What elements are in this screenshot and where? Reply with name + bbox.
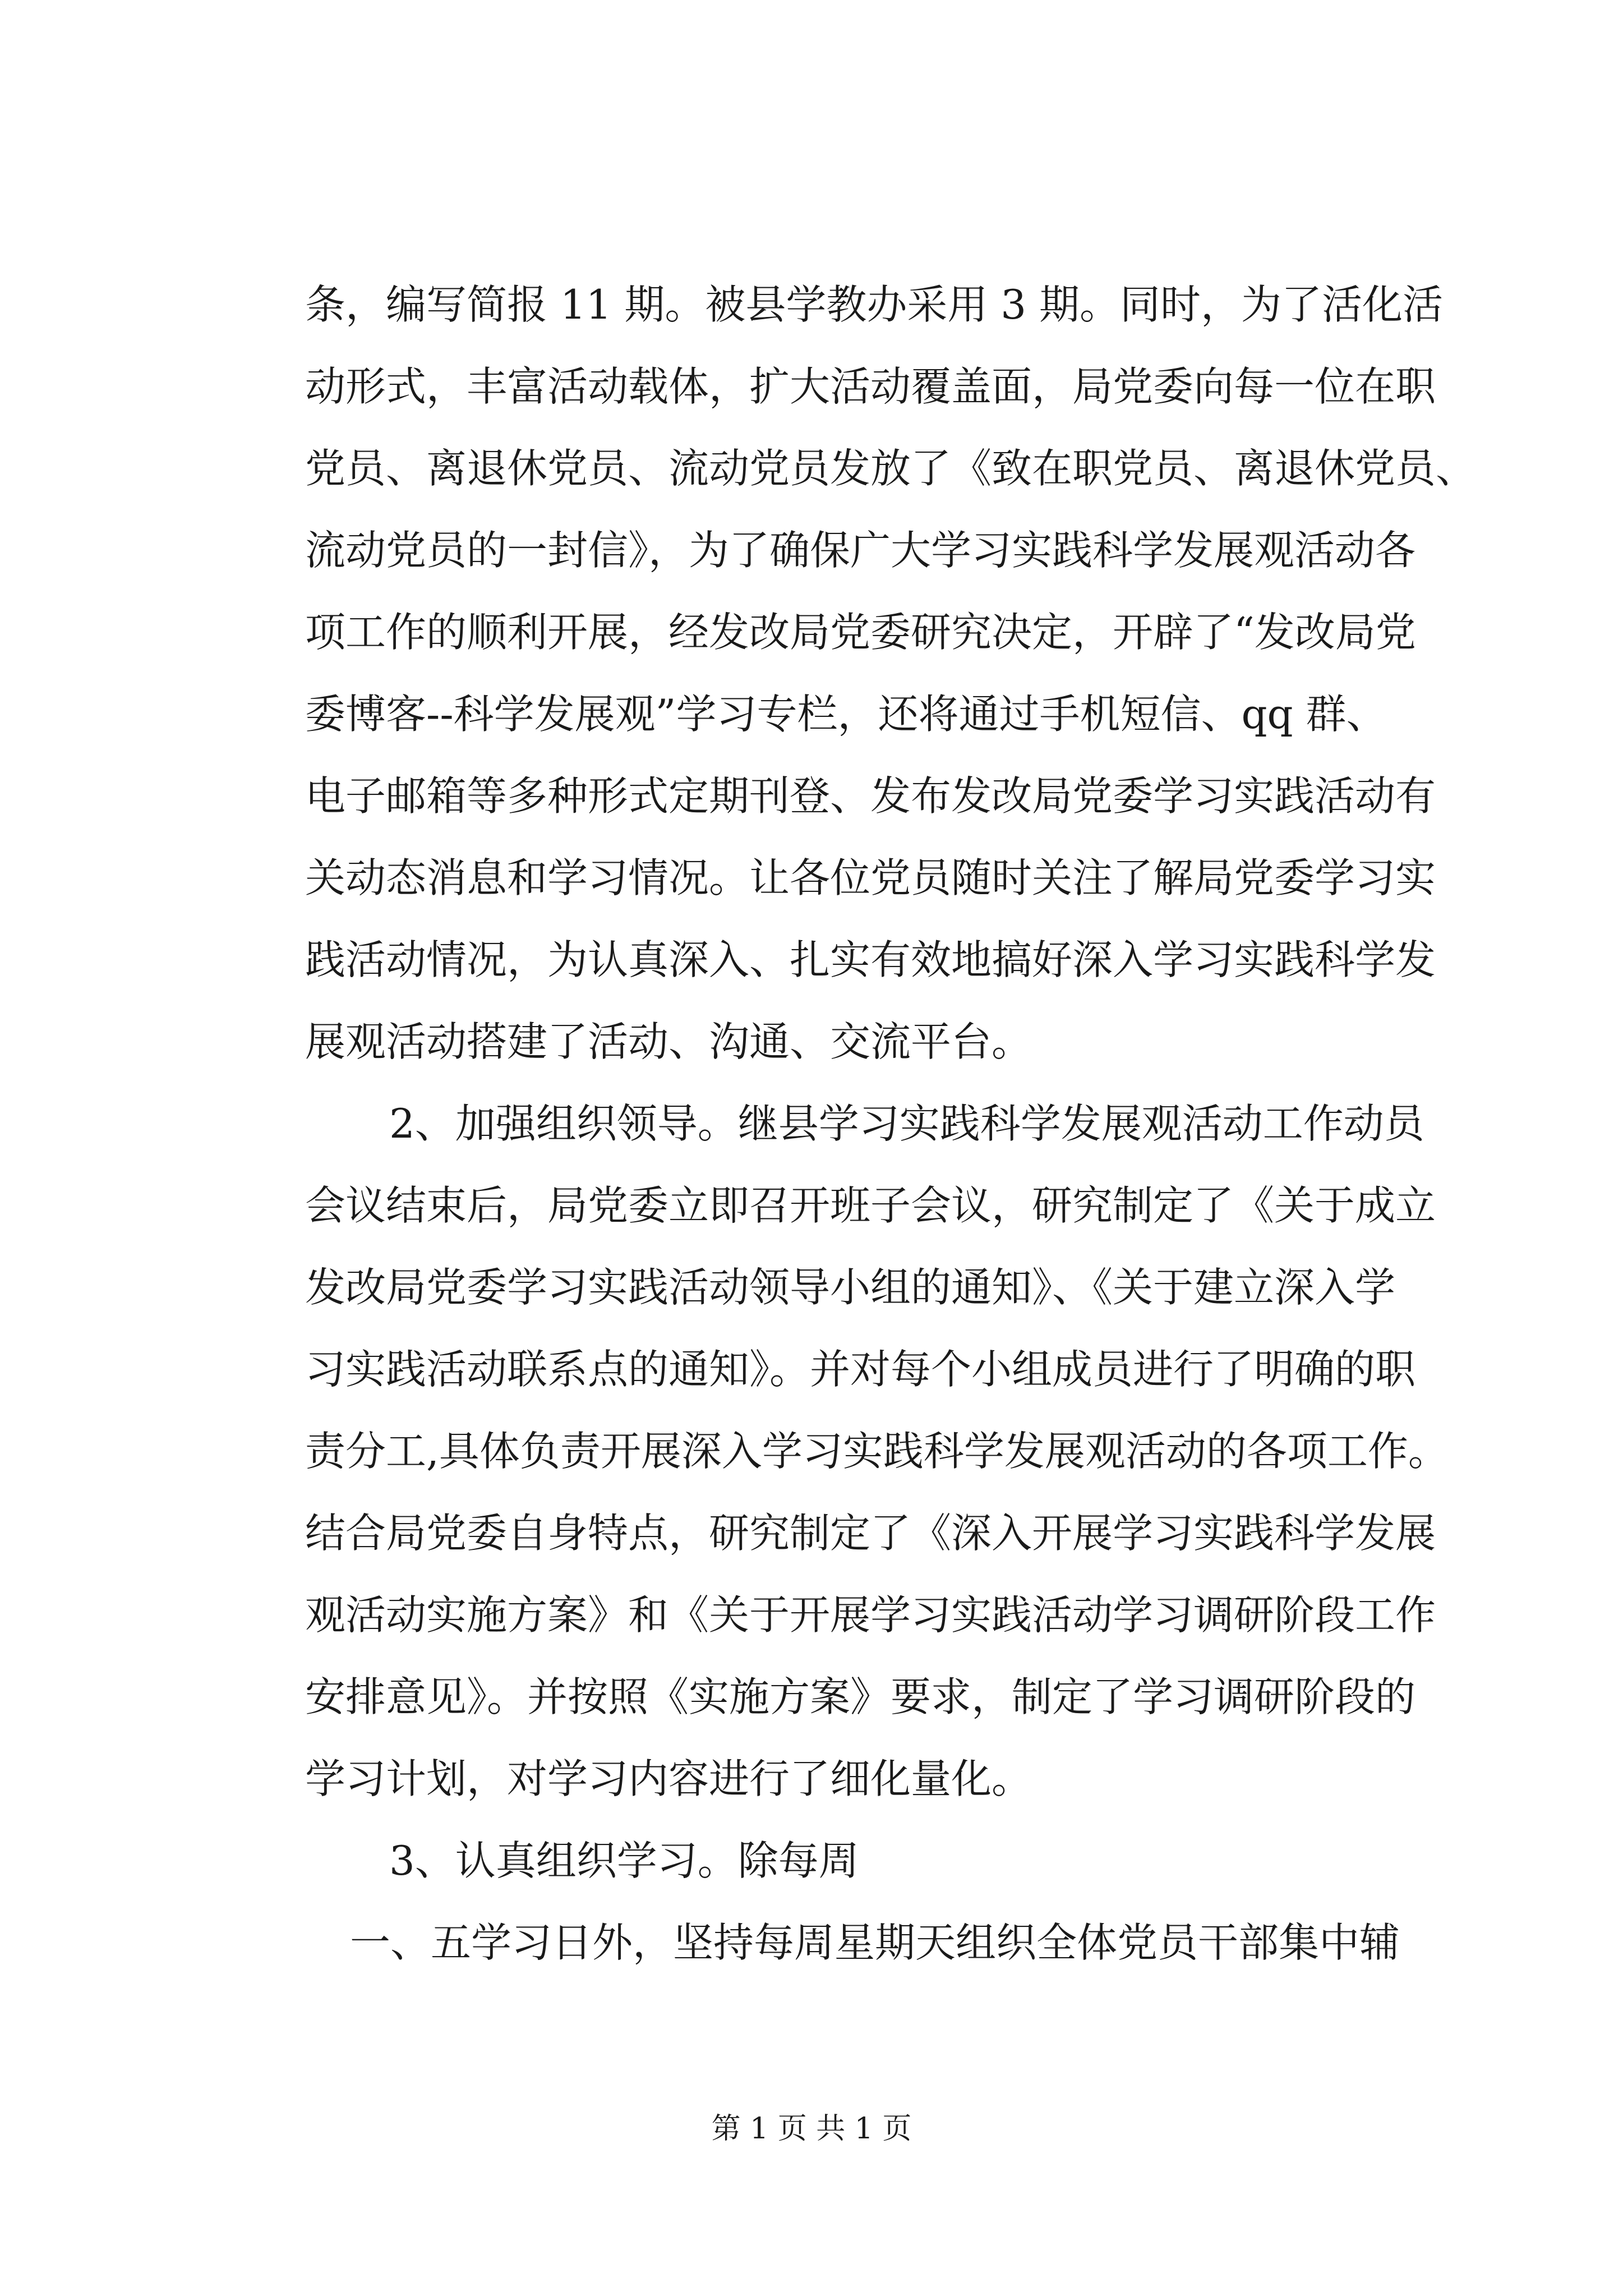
paragraph-3 <box>305 1820 1421 1902</box>
text-line: 践活动情况，为认真深入、扎实有效地搞好深入学习实践科学发 <box>305 936 1436 983</box>
paragraph-1 <box>305 264 1477 1083</box>
text-line: 动形式，丰富活动载体，扩大活动覆盖面，局党委向每一位在职 <box>305 363 1436 410</box>
text-line: 关动态消息和学习情况。让各位党员随时关注了解局党委学习实 <box>305 854 1436 901</box>
text-line: 展观活动搭建了活动、沟通、交流平台。 <box>305 1018 1032 1065</box>
text-line: 责分工,具体负责开展深入学习实践科学发展观活动的各项工作。 <box>305 1428 1449 1475</box>
document-body <box>305 264 1477 1984</box>
text-line: 委博客--科学发展观”学习专栏，还将通过手机短信、qq 群、 <box>305 691 1387 738</box>
text-line: 条，编写简报 11 期。被县学教办采用 3 期。同时，为了活化活 <box>305 281 1443 328</box>
text-line: 习实践活动联系点的通知》。并对每个小组成员进行了明确的职 <box>305 1346 1416 1393</box>
text-line: 一、五学习日外，坚持每周星期天组织全体党员干部集中辅 <box>350 1919 1400 1966</box>
text-line: 2、加强组织领导。继县学习实践科学发展观活动工作动员 <box>389 1100 1424 1147</box>
text-line: 流动党员的一封信》，为了确保广大学习实践科学发展观活动各 <box>305 527 1416 574</box>
text-line: 电子邮箱等多种形式定期刊登、发布发改局党委学习实践活动有 <box>305 772 1436 820</box>
paragraph-2 <box>305 1083 1449 1820</box>
text-line: 观活动实施方案》和《关于开展学习实践活动学习调研阶段工作 <box>305 1591 1436 1639</box>
text-line: 项工作的顺利开展，经发改局党委研究决定，开辟了“发改局党 <box>305 609 1416 656</box>
page-footer: 第 1 页 共 1 页 <box>711 2112 912 2146</box>
text-line: 安排意见》。并按照《实施方案》要求，制定了学习调研阶段的 <box>305 1673 1416 1720</box>
text-line: 3、认真组织学习。除每周 <box>389 1837 859 1884</box>
text-line: 结合局党委自身特点，研究制定了《深入开展学习实践科学发展 <box>305 1510 1436 1557</box>
text-line: 发改局党委学习实践活动领导小组的通知》、《关于建立深入学 <box>305 1264 1396 1311</box>
text-line: 会议结束后，局党委立即召开班子会议，研究制定了《关于成立 <box>305 1182 1436 1229</box>
text-line: 学习计划，对学习内容进行了细化量化。 <box>305 1755 1032 1802</box>
text-line: 党员、离退休党员、流动党员发放了《致在职党员、离退休党员、 <box>305 445 1477 492</box>
paragraph-4 <box>305 1902 1421 1984</box>
